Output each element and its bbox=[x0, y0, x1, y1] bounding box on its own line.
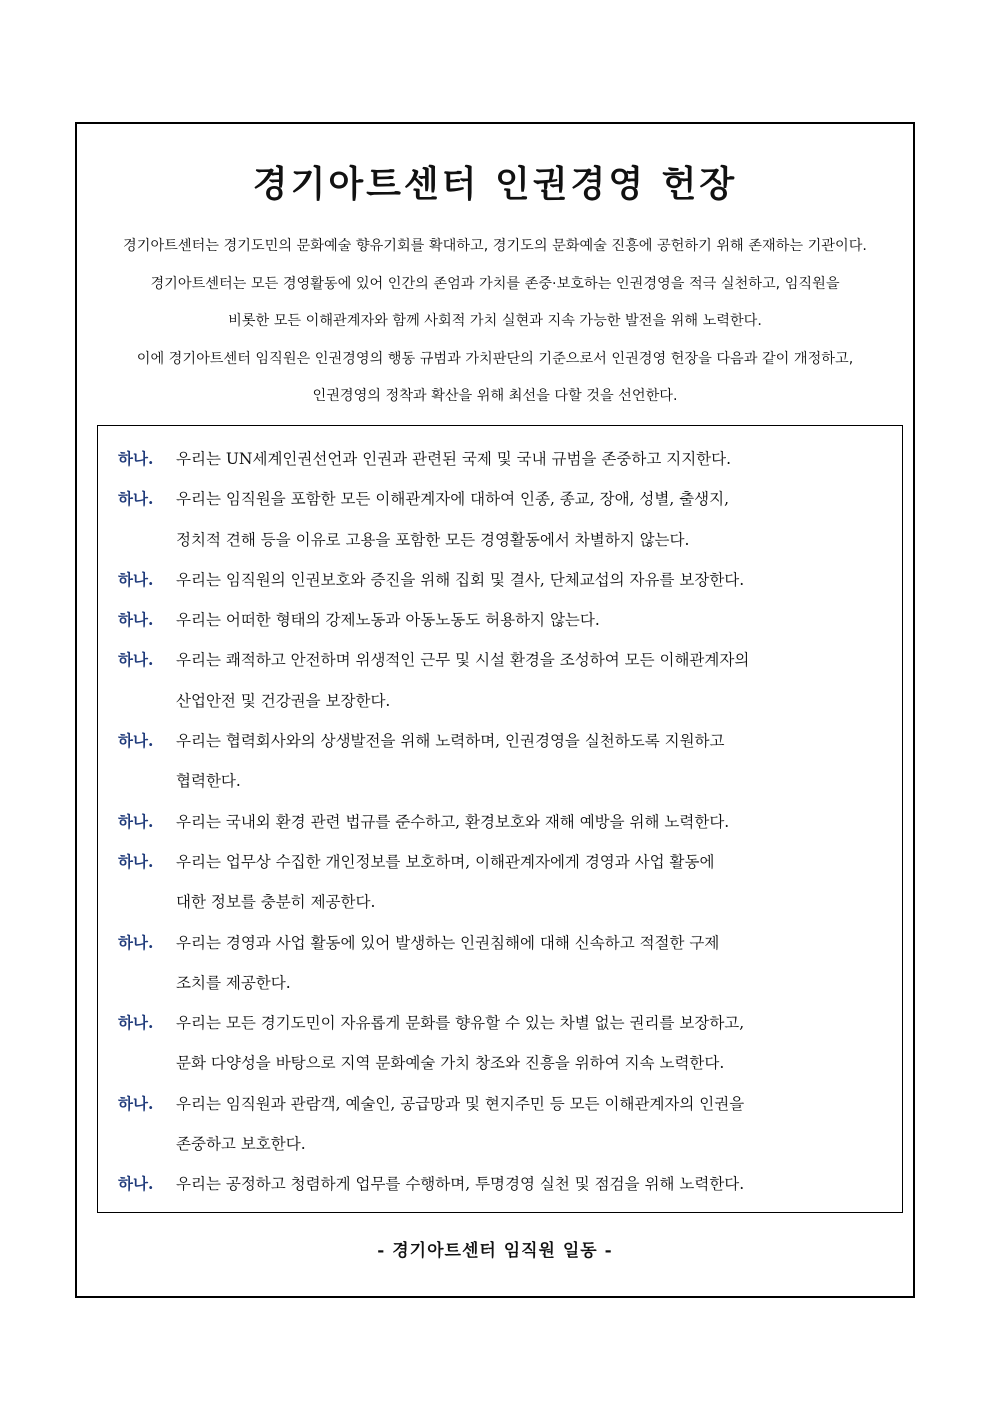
principle-item bbox=[118, 640, 892, 721]
principle-text bbox=[176, 802, 892, 842]
principle-prefix: 하나. bbox=[118, 569, 154, 589]
principle-text bbox=[176, 560, 892, 600]
principle-item bbox=[118, 1164, 892, 1204]
principles-list bbox=[118, 439, 892, 1205]
principle-line: 우리는 쾌적하고 안전하며 위생적인 근무 및 시설 환경을 조성하여 모든 이해관계자의 bbox=[176, 651, 750, 670]
principle-text bbox=[176, 640, 892, 721]
principle-item bbox=[118, 802, 892, 842]
principle-line: 우리는 임직원과 관람객, 예술인, 공급망과 및 현지주민 등 모든 이해관계자의 인권을 bbox=[176, 1094, 745, 1113]
principle-line: 산업안전 및 건강권을 보장한다. bbox=[176, 691, 391, 710]
principle-text bbox=[176, 1003, 892, 1084]
principle-text bbox=[176, 842, 892, 923]
principle-item bbox=[118, 600, 892, 640]
principle-prefix: 하나. bbox=[118, 1013, 154, 1033]
principle-text bbox=[176, 1164, 892, 1204]
charter-frame bbox=[75, 122, 915, 1298]
principle-text bbox=[176, 439, 892, 479]
principle-prefix: 하나. bbox=[118, 489, 154, 509]
principle-item bbox=[118, 721, 892, 802]
principle-line: 우리는 임직원의 인권보호와 증진을 위해 집회 및 결사, 단체교섭의 자유를 보장한다. bbox=[176, 570, 745, 589]
principle-prefix: 하나. bbox=[118, 851, 154, 871]
principle-line: 우리는 업무상 수집한 개인정보를 보호하며, 이해관계자에게 경영과 사업 활동에 bbox=[176, 852, 715, 871]
principle-line: 우리는 협력회사와의 상생발전을 위해 노력하며, 인권경영을 실천하도록 지원하고 bbox=[176, 732, 725, 751]
principle-prefix: 하나. bbox=[118, 932, 154, 952]
principle-prefix: 하나. bbox=[118, 449, 154, 468]
principle-text bbox=[176, 721, 892, 802]
document-title: 경기아트센터 인권경영 헌장 bbox=[252, 164, 738, 205]
principle-text bbox=[176, 600, 892, 640]
principle-text bbox=[176, 1084, 892, 1165]
preamble-line: 이에 경기아트센터 임직원은 인권경영의 행동 규범과 가치판단의 기준으로서 인권경영 헌장을 다음과 같이 개정하고, bbox=[136, 350, 854, 367]
principle-prefix: 하나. bbox=[118, 731, 154, 751]
principle-item bbox=[118, 1003, 892, 1084]
principle-line: 우리는 모든 경기도민이 자유롭게 문화를 향유할 수 있는 차별 없는 권리를 보장하고, bbox=[176, 1014, 745, 1033]
principle-line: 우리는 공정하고 청렴하게 업무를 수행하며, 투명경영 실천 및 점검을 위해 노력한다. bbox=[176, 1175, 745, 1194]
principle-text bbox=[176, 479, 892, 560]
signature-line: - 경기아트센터 임직원 일동 - bbox=[377, 1241, 613, 1261]
principle-prefix: 하나. bbox=[118, 610, 154, 630]
principle-line: 우리는 UN세계인권선언과 인권과 관련된 국제 및 국내 규범을 존중하고 지지한다. bbox=[176, 450, 732, 468]
principle-line: 문화 다양성을 바탕으로 지역 문화예술 가치 창조와 진흥을 위하여 지속 노력한다. bbox=[176, 1054, 725, 1073]
principle-prefix: 하나. bbox=[118, 650, 154, 670]
preamble-line: 경기아트센터는 경기도민의 문화예술 향유기회를 확대하고, 경기도의 문화예술 진흥에 공헌하기 위해 존재하는 기관이다. bbox=[123, 238, 867, 254]
principle-item bbox=[118, 842, 892, 923]
preamble bbox=[87, 228, 903, 416]
principle-item bbox=[118, 1084, 892, 1165]
preamble-line: 비롯한 모든 이해관계자와 함께 사회적 가치 실현과 지속 가능한 발전을 위해 노력한다. bbox=[228, 313, 762, 329]
principle-line: 조치를 제공한다. bbox=[176, 973, 291, 992]
principle-line: 정치적 견해 등을 이유로 고용을 포함한 모든 경영활동에서 차별하지 않는다. bbox=[176, 530, 690, 549]
principle-line: 협력한다. bbox=[176, 772, 241, 791]
principle-line: 대한 정보를 충분히 제공한다. bbox=[176, 893, 376, 912]
principles-box bbox=[97, 425, 903, 1213]
principle-line: 우리는 어떠한 형태의 강제노동과 아동노동도 허용하지 않는다. bbox=[176, 611, 600, 630]
principle-item bbox=[118, 560, 892, 600]
principle-item bbox=[118, 923, 892, 1004]
principle-prefix: 하나. bbox=[118, 1174, 154, 1194]
principle-line: 우리는 국내외 환경 관련 법규를 준수하고, 환경보호와 재해 예방을 위해 노력한다. bbox=[176, 812, 730, 831]
principle-prefix: 하나. bbox=[118, 1093, 154, 1113]
principle-item bbox=[118, 479, 892, 560]
principle-prefix: 하나. bbox=[118, 811, 154, 831]
preamble-line: 경기아트센터는 모든 경영활동에 있어 인간의 존엄과 가치를 존중·보호하는 인권경영을 적극 실천하고, 임직원을 bbox=[150, 275, 840, 292]
preamble-line: 인권경영의 정착과 확산을 위해 최선을 다할 것을 선언한다. bbox=[312, 388, 678, 404]
principle-line: 우리는 임직원을 포함한 모든 이해관계자에 대하여 인종, 종교, 장애, 성별, 출생지, bbox=[176, 490, 730, 509]
principle-line: 존중하고 보호한다. bbox=[176, 1135, 306, 1154]
principle-item bbox=[118, 439, 892, 479]
principle-text bbox=[176, 923, 892, 1004]
principle-line: 우리는 경영과 사업 활동에 있어 발생하는 인권침해에 대해 신속하고 적절한 구제 bbox=[176, 933, 720, 952]
